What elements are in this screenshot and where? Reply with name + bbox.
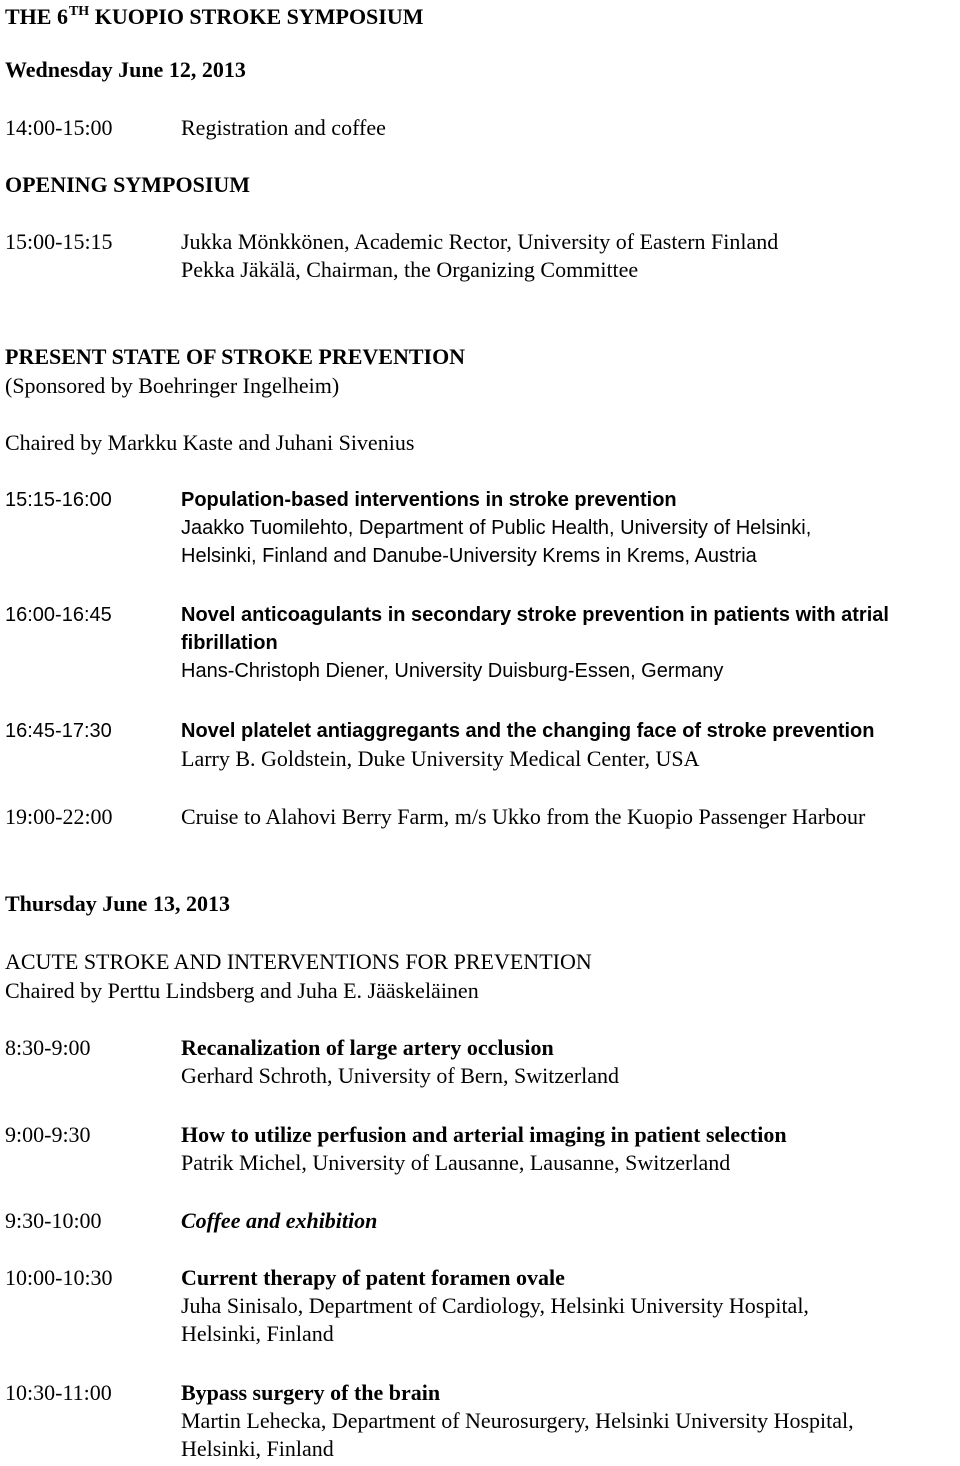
day2-date: Thursday June 13, 2013 bbox=[5, 891, 230, 916]
talk-speaker: Juha Sinisalo, Department of Cardiology, Helsinki University Hospital, bbox=[181, 1293, 809, 1318]
talk-speaker: Helsinki, Finland bbox=[181, 1436, 334, 1461]
talk-speaker: Helsinki, Finland bbox=[181, 1321, 334, 1346]
talk-time: 9:00-9:30 bbox=[5, 1122, 91, 1147]
talk-body bbox=[181, 1207, 960, 1235]
title-superscript: TH bbox=[68, 4, 90, 19]
opening-speakers bbox=[181, 228, 960, 284]
talk-title: Current therapy of patent foramen ovale bbox=[181, 1265, 565, 1290]
talk-speaker: Patrik Michel, University of Lausanne, Lausanne, Switzerland bbox=[181, 1150, 731, 1175]
cruise-text: Cruise to Alahovi Berry Farm, m/s Ukko from the Kuopio Passenger Harbour bbox=[181, 804, 866, 829]
talk-body bbox=[181, 1264, 960, 1348]
talk-body bbox=[181, 486, 960, 570]
session2-heading: ACUTE STROKE AND INTERVENTIONS FOR PREVENTION bbox=[5, 949, 592, 974]
talk-speaker: Martin Lehecka, Department of Neurosurgery, Helsinki University Hospital, bbox=[181, 1408, 854, 1433]
talk-title: Novel anticoagulants in secondary stroke prevention in patients with atrial fibrillation bbox=[181, 604, 889, 654]
session1-chairs: Chaired by Markku Kaste and Juhani Sivenius bbox=[5, 430, 415, 455]
talk-title: Recanalization of large artery occlusion bbox=[181, 1035, 554, 1060]
talk-title: Population-based interventions in stroke prevention bbox=[181, 489, 677, 511]
day1-date: Wednesday June 12, 2013 bbox=[5, 57, 246, 82]
talk-title: Bypass surgery of the brain bbox=[181, 1380, 441, 1405]
talk-title: Novel platelet antiaggregants and the changing face of stroke prevention bbox=[181, 720, 875, 742]
title-prefix: THE 6 bbox=[5, 4, 68, 29]
talk-time: 15:15-16:00 bbox=[5, 489, 112, 511]
symposium-title bbox=[5, 3, 424, 35]
opening-time: 15:00-15:15 bbox=[5, 229, 113, 254]
title-rest: KUOPIO STROKE SYMPOSIUM bbox=[94, 4, 424, 29]
talk-time: 8:30-9:00 bbox=[5, 1035, 91, 1060]
session2-chairs: Chaired by Perttu Lindsberg and Juha E. Jääskeläinen bbox=[5, 978, 479, 1003]
talk-time: 10:00-10:30 bbox=[5, 1265, 113, 1290]
cruise-time: 19:00-22:00 bbox=[5, 804, 113, 829]
opening-heading: OPENING SYMPOSIUM bbox=[5, 172, 251, 197]
talk-time: 16:45-17:30 bbox=[5, 720, 112, 742]
talk-body bbox=[181, 717, 960, 773]
talk-body bbox=[181, 1121, 960, 1177]
session1-sponsor: (Sponsored by Boehringer Ingelheim) bbox=[5, 373, 340, 398]
registration-time: 14:00-15:00 bbox=[5, 115, 113, 140]
registration-text: Registration and coffee bbox=[181, 115, 386, 140]
talk-speaker: Helsinki, Finland and Danube-University Krems in Krems, Austria bbox=[181, 545, 757, 567]
talk-title: How to utilize perfusion and arterial imaging in patient selection bbox=[181, 1122, 787, 1147]
talk-body bbox=[181, 1034, 960, 1090]
talk-time: 10:30-11:00 bbox=[5, 1380, 112, 1405]
opening-speaker-line: Jukka Mönkkönen, Academic Rector, University of Eastern Finland bbox=[181, 229, 779, 254]
talk-time: 9:30-10:00 bbox=[5, 1208, 102, 1233]
session1-heading: PRESENT STATE OF STROKE PREVENTION bbox=[5, 344, 466, 369]
talk-speaker: Gerhard Schroth, University of Bern, Switzerland bbox=[181, 1063, 620, 1088]
coffee-break-label: Coffee and exhibition bbox=[181, 1208, 378, 1233]
talk-time: 16:00-16:45 bbox=[5, 604, 112, 626]
opening-speaker-line: Pekka Jäkälä, Chairman, the Organizing Committee bbox=[181, 257, 639, 282]
talk-body bbox=[181, 1379, 960, 1463]
talk-speaker: Hans-Christoph Diener, University Duisburg-Essen, Germany bbox=[181, 660, 724, 682]
talk-body bbox=[181, 601, 960, 685]
talk-speaker: Larry B. Goldstein, Duke University Medical Center, USA bbox=[181, 746, 700, 771]
talk-speaker: Jaakko Tuomilehto, Department of Public Health, University of Helsinki, bbox=[181, 517, 812, 539]
